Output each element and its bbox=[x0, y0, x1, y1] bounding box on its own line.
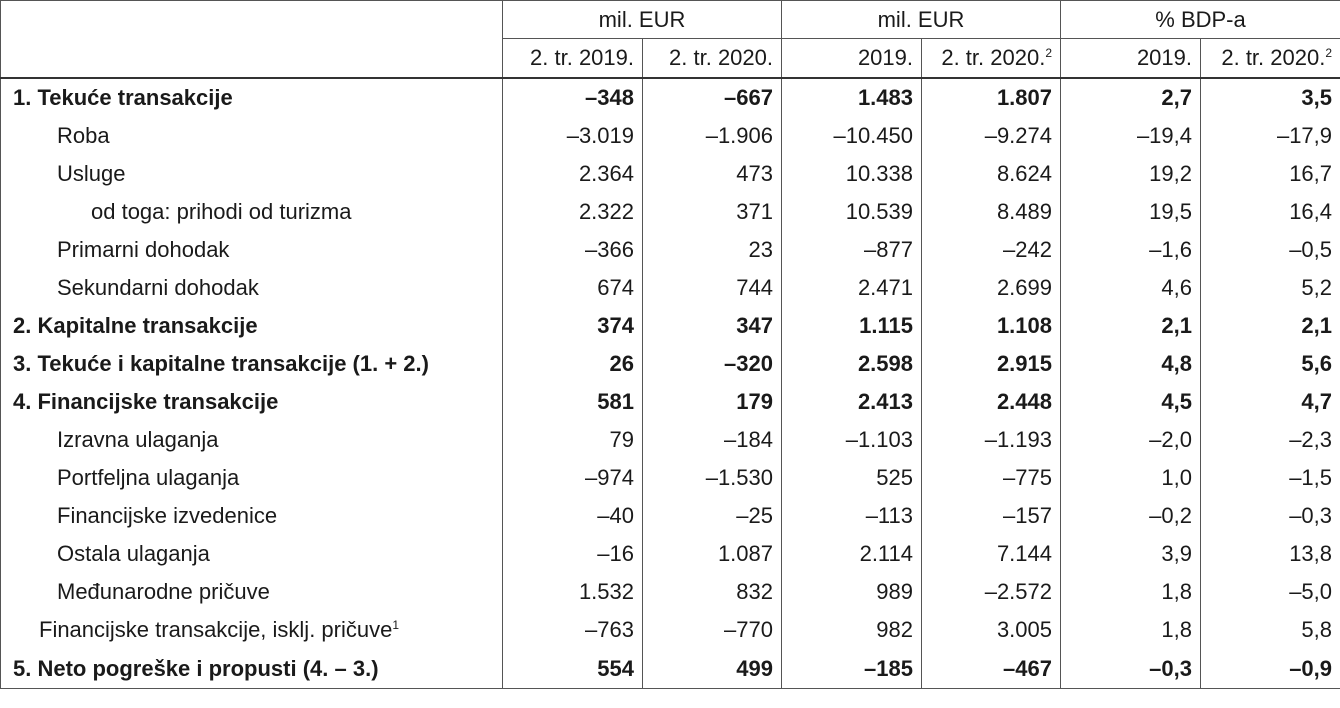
table-cell: 4,7 bbox=[1201, 383, 1340, 421]
table-cell: –0,9 bbox=[1201, 649, 1340, 689]
table-row bbox=[1, 117, 1340, 155]
table-cell: 1.483 bbox=[782, 78, 922, 117]
row-label bbox=[1, 611, 503, 649]
table-cell: –763 bbox=[503, 611, 643, 649]
column-header-label: 2. tr. 2020. bbox=[941, 45, 1046, 70]
table-cell: 371 bbox=[643, 193, 782, 231]
column-header bbox=[922, 39, 1061, 79]
table-cell: –184 bbox=[643, 421, 782, 459]
table-cell: 4,5 bbox=[1061, 383, 1201, 421]
table-cell: 2.364 bbox=[503, 155, 643, 193]
table-cell: 2.471 bbox=[782, 269, 922, 307]
column-header bbox=[503, 39, 643, 79]
table-row bbox=[1, 497, 1340, 535]
table-cell: –185 bbox=[782, 649, 922, 689]
table-row bbox=[1, 611, 1340, 649]
table-cell: 1,8 bbox=[1061, 573, 1201, 611]
table-cell: 5,2 bbox=[1201, 269, 1340, 307]
column-header-label: 2019. bbox=[1136, 45, 1192, 70]
table-cell: –0,3 bbox=[1201, 497, 1340, 535]
table-cell: –0,2 bbox=[1061, 497, 1201, 535]
row-label-text: Ostala ulaganja bbox=[57, 541, 210, 566]
table-cell: 1.108 bbox=[922, 307, 1061, 345]
table-cell: 832 bbox=[643, 573, 782, 611]
row-label bbox=[1, 231, 503, 269]
column-header-label: 2019. bbox=[857, 45, 913, 70]
row-label-text: 5. Neto pogreške i propusti (4. – 3.) bbox=[13, 655, 379, 681]
table-cell: –320 bbox=[643, 345, 782, 383]
row-label-text: Roba bbox=[57, 123, 110, 148]
row-label-text: 2. Kapitalne transakcije bbox=[13, 313, 258, 338]
table-row bbox=[1, 345, 1340, 383]
table-cell: 2.699 bbox=[922, 269, 1061, 307]
table-cell: 16,4 bbox=[1201, 193, 1340, 231]
table-cell: –0,5 bbox=[1201, 231, 1340, 269]
table-cell: 26 bbox=[503, 345, 643, 383]
table-cell: 674 bbox=[503, 269, 643, 307]
column-header bbox=[643, 39, 782, 79]
table-cell: 4,6 bbox=[1061, 269, 1201, 307]
column-header bbox=[1201, 39, 1340, 79]
row-label-text: od toga: prihodi od turizma bbox=[91, 199, 352, 224]
row-label-text: Financijske izvedenice bbox=[57, 503, 278, 528]
table-cell: –19,4 bbox=[1061, 117, 1201, 155]
footnote-marker: 2 bbox=[1325, 46, 1333, 60]
table-cell: –113 bbox=[782, 497, 922, 535]
table-cell: –9.274 bbox=[922, 117, 1061, 155]
table-cell: 2,1 bbox=[1201, 307, 1340, 345]
table-cell: –5,0 bbox=[1201, 573, 1340, 611]
column-header bbox=[1061, 39, 1201, 79]
table-cell: 2.598 bbox=[782, 345, 922, 383]
table-cell: 3,5 bbox=[1201, 78, 1340, 117]
table-cell: 4,8 bbox=[1061, 345, 1201, 383]
row-label-text: 4. Financijske transakcije bbox=[13, 389, 279, 414]
table-cell: 19,5 bbox=[1061, 193, 1201, 231]
column-header-label: 2. tr. 2020. bbox=[1221, 45, 1326, 70]
table-cell: 23 bbox=[643, 231, 782, 269]
row-label-text: Izravna ulaganja bbox=[57, 427, 219, 452]
row-label bbox=[1, 155, 503, 193]
table-cell: –242 bbox=[922, 231, 1061, 269]
table-row bbox=[1, 459, 1340, 497]
table-cell: 179 bbox=[643, 383, 782, 421]
table-row bbox=[1, 421, 1340, 459]
table-cell: –1,5 bbox=[1201, 459, 1340, 497]
table-cell: –10.450 bbox=[782, 117, 922, 155]
row-label-text: 3. Tekuće i kapitalne transakcije (1. + 2.) bbox=[13, 351, 429, 376]
table-cell: 2.413 bbox=[782, 383, 922, 421]
row-label-text: Financijske transakcije, isklj. pričuve bbox=[39, 617, 393, 642]
table-row bbox=[1, 383, 1340, 421]
row-label bbox=[1, 307, 503, 345]
table-cell: –3.019 bbox=[503, 117, 643, 155]
table-cell: 8.624 bbox=[922, 155, 1061, 193]
table-row bbox=[1, 535, 1340, 573]
table-cell: 10.539 bbox=[782, 193, 922, 231]
table-cell: –1.530 bbox=[643, 459, 782, 497]
table-cell: 2,7 bbox=[1061, 78, 1201, 117]
table-cell: 581 bbox=[503, 383, 643, 421]
table-row bbox=[1, 573, 1340, 611]
table-cell: 1.087 bbox=[643, 535, 782, 573]
column-header bbox=[782, 39, 922, 79]
table-cell: 2.114 bbox=[782, 535, 922, 573]
table-row bbox=[1, 231, 1340, 269]
column-header-label: 2. tr. 2020. bbox=[669, 45, 773, 70]
table-cell: 2.322 bbox=[503, 193, 643, 231]
row-label bbox=[1, 535, 503, 573]
row-label-text: 1. Tekuće transakcije bbox=[13, 85, 233, 110]
table-cell: 5,8 bbox=[1201, 611, 1340, 649]
table-cell: –1,6 bbox=[1061, 231, 1201, 269]
row-label-text: Međunarodne pričuve bbox=[57, 579, 270, 604]
table-row bbox=[1, 269, 1340, 307]
row-label bbox=[1, 269, 503, 307]
table-cell: 1,0 bbox=[1061, 459, 1201, 497]
table-cell: –17,9 bbox=[1201, 117, 1340, 155]
header-group-mil-eur-quarter: mil. EUR bbox=[503, 1, 782, 39]
row-label bbox=[1, 193, 503, 231]
row-label bbox=[1, 497, 503, 535]
footnote-marker: 1 bbox=[392, 618, 400, 632]
table-cell: –157 bbox=[922, 497, 1061, 535]
table-cell: 19,2 bbox=[1061, 155, 1201, 193]
table-cell: 374 bbox=[503, 307, 643, 345]
table-cell: 982 bbox=[782, 611, 922, 649]
table-cell: 79 bbox=[503, 421, 643, 459]
column-header-label: 2. tr. 2019. bbox=[530, 45, 634, 70]
header-group-mil-eur-annual: mil. EUR bbox=[782, 1, 1061, 39]
table-cell: –16 bbox=[503, 535, 643, 573]
table-cell: –366 bbox=[503, 231, 643, 269]
table-cell: 554 bbox=[503, 649, 643, 689]
table-cell: 2,1 bbox=[1061, 307, 1201, 345]
table-cell: 525 bbox=[782, 459, 922, 497]
table-cell: –2,0 bbox=[1061, 421, 1201, 459]
table-cell: 16,7 bbox=[1201, 155, 1340, 193]
row-label bbox=[1, 573, 503, 611]
header-group-row bbox=[1, 1, 1340, 39]
row-label bbox=[1, 345, 503, 383]
table-cell: 2.448 bbox=[922, 383, 1061, 421]
table-cell: 1.115 bbox=[782, 307, 922, 345]
header-blank-cell bbox=[1, 1, 503, 79]
row-label bbox=[1, 78, 503, 117]
table-cell: 1.532 bbox=[503, 573, 643, 611]
table-row bbox=[1, 78, 1340, 117]
table-cell: –348 bbox=[503, 78, 643, 117]
row-label bbox=[1, 117, 503, 155]
table-cell: –2,3 bbox=[1201, 421, 1340, 459]
table-cell: –0,3 bbox=[1061, 649, 1201, 689]
table-cell: –775 bbox=[922, 459, 1061, 497]
table-cell: 989 bbox=[782, 573, 922, 611]
row-label-text: Usluge bbox=[57, 161, 126, 186]
table-cell: –25 bbox=[643, 497, 782, 535]
table-cell: 1,8 bbox=[1061, 611, 1201, 649]
table-cell: –667 bbox=[643, 78, 782, 117]
row-label bbox=[1, 459, 503, 497]
table-cell: –2.572 bbox=[922, 573, 1061, 611]
table-cell: –40 bbox=[503, 497, 643, 535]
footnote-marker: 2 bbox=[1045, 46, 1052, 60]
table-row bbox=[1, 649, 1340, 689]
table-cell: –974 bbox=[503, 459, 643, 497]
row-label-text: Portfeljna ulaganja bbox=[57, 465, 240, 490]
row-label bbox=[1, 649, 503, 689]
row-label bbox=[1, 421, 503, 459]
table-row bbox=[1, 307, 1340, 345]
table-cell: 347 bbox=[643, 307, 782, 345]
table-cell: 1.807 bbox=[922, 78, 1061, 117]
table-cell: 744 bbox=[643, 269, 782, 307]
table-cell: 473 bbox=[643, 155, 782, 193]
table-cell: 499 bbox=[643, 649, 782, 689]
row-label-text: Primarni dohodak bbox=[57, 237, 230, 262]
table-cell: 3,9 bbox=[1061, 535, 1201, 573]
table-cell: 2.915 bbox=[922, 345, 1061, 383]
table-cell: 13,8 bbox=[1201, 535, 1340, 573]
table-cell: 8.489 bbox=[922, 193, 1061, 231]
table-cell: 7.144 bbox=[922, 535, 1061, 573]
row-label-text: Sekundarni dohodak bbox=[57, 275, 259, 300]
table-body bbox=[1, 78, 1340, 689]
table-cell: 5,6 bbox=[1201, 345, 1340, 383]
table-cell: 3.005 bbox=[922, 611, 1061, 649]
row-label bbox=[1, 383, 503, 421]
table-row bbox=[1, 155, 1340, 193]
table-cell: 10.338 bbox=[782, 155, 922, 193]
table-cell: –770 bbox=[643, 611, 782, 649]
table-row bbox=[1, 193, 1340, 231]
header-group-pct-gdp: % BDP-a bbox=[1061, 1, 1340, 39]
table-cell: –467 bbox=[922, 649, 1061, 689]
table-cell: –1.906 bbox=[643, 117, 782, 155]
table-cell: –1.103 bbox=[782, 421, 922, 459]
table-cell: –877 bbox=[782, 231, 922, 269]
table-cell: –1.193 bbox=[922, 421, 1061, 459]
